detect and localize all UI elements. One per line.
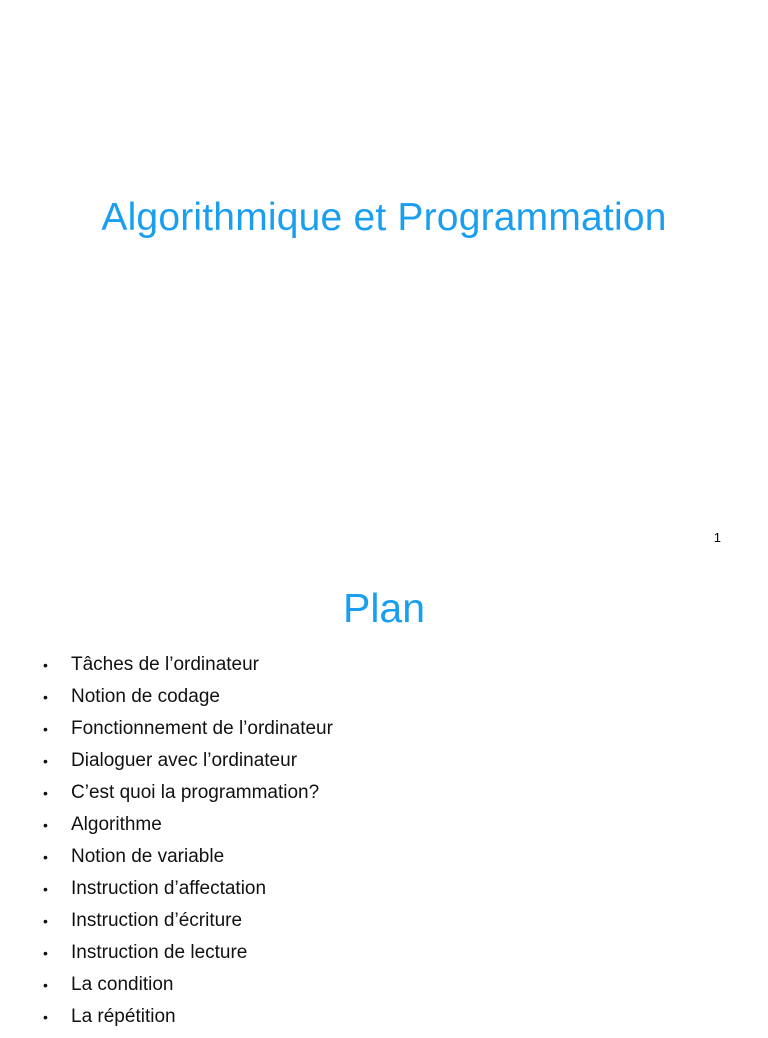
bullet-icon: • bbox=[43, 913, 48, 929]
bullet-icon: • bbox=[43, 849, 48, 865]
bullet-icon: • bbox=[43, 945, 48, 961]
bullet-icon: • bbox=[43, 657, 48, 673]
plan-item-text: Notion de codage bbox=[71, 686, 220, 707]
bullet-icon: • bbox=[43, 977, 48, 993]
plan-item-text: Dialoguer avec l’ordinateur bbox=[71, 750, 298, 771]
plan-title: Plan bbox=[342, 585, 426, 631]
plan-item-text: Tâches de l’ordinateur bbox=[71, 654, 259, 675]
slide-number: 1 bbox=[713, 530, 721, 545]
bullet-icon: • bbox=[43, 753, 48, 769]
bullet-icon: • bbox=[43, 785, 48, 801]
plan-item-text: La condition bbox=[71, 974, 174, 995]
plan-item-text: Fonctionnement de l’ordinateur bbox=[71, 718, 333, 739]
bullet-icon: • bbox=[43, 1009, 48, 1025]
plan-item-text: Algorithme bbox=[71, 814, 162, 835]
plan-item-text: Instruction de lecture bbox=[71, 942, 248, 963]
plan-item-text: Notion de variable bbox=[71, 846, 225, 867]
presentation-title: Algorithmique et Programmation bbox=[101, 196, 667, 239]
plan-item-text: Instruction d’écriture bbox=[71, 910, 243, 931]
bullet-icon: • bbox=[43, 689, 48, 705]
bullet-icon: • bbox=[43, 817, 48, 833]
plan-item-text: Instruction d’affectation bbox=[71, 878, 267, 899]
plan-item-text: C’est quoi la programmation? bbox=[71, 782, 320, 803]
plan-slide bbox=[0, 560, 768, 1027]
plan-item-text: La répétition bbox=[71, 1006, 176, 1027]
bullet-icon: • bbox=[43, 721, 48, 737]
bullet-icon: • bbox=[43, 881, 48, 897]
